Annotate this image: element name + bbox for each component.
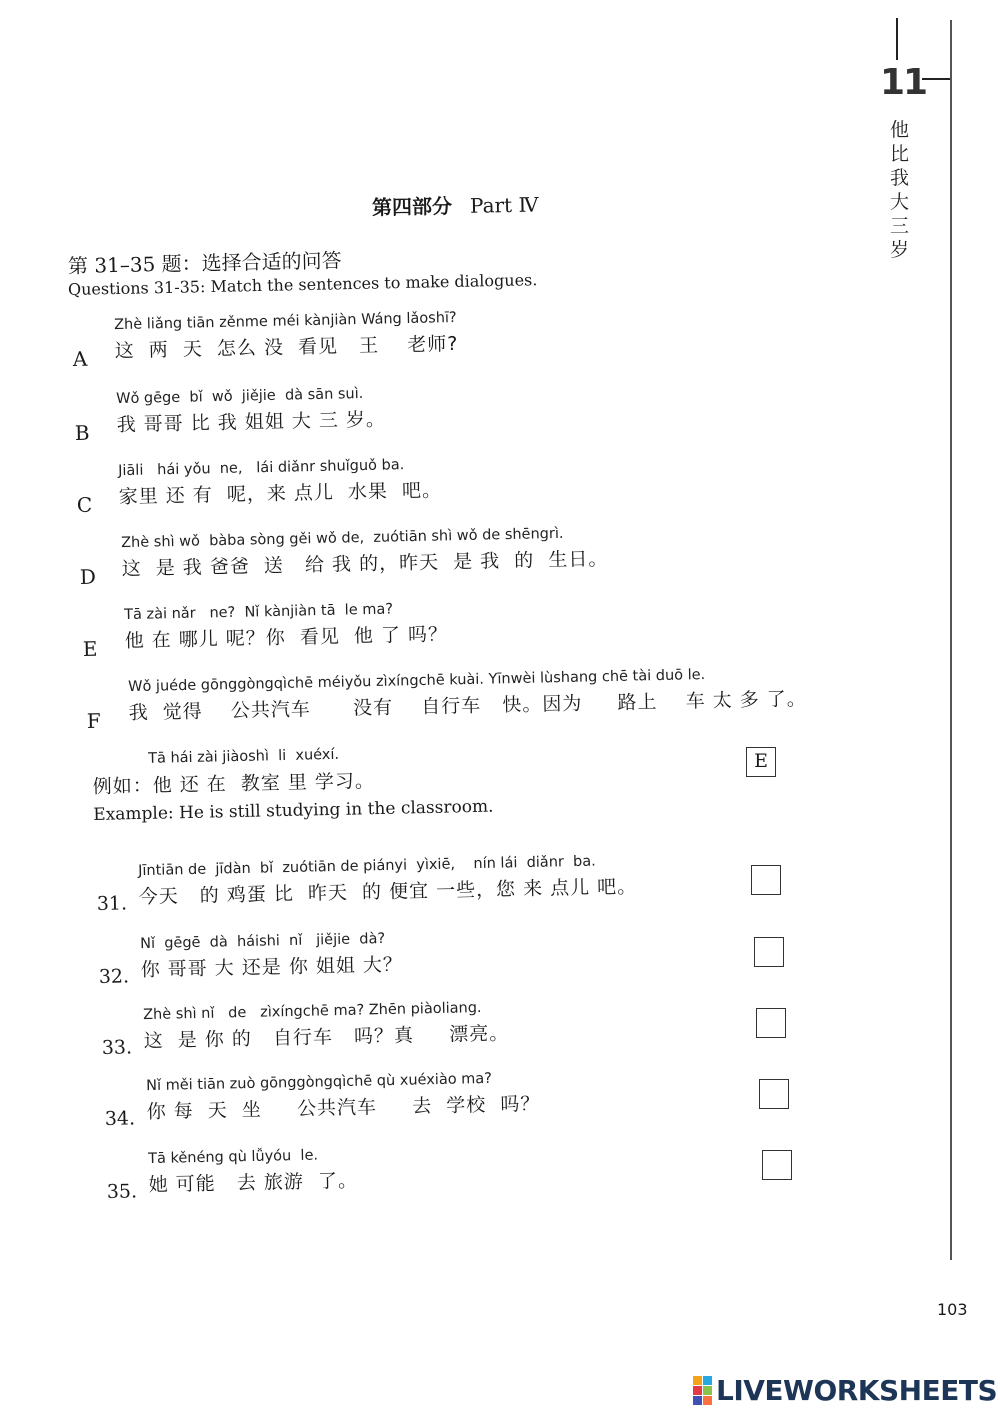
option-pinyin: Wǒ juéde gōnggòngqìchē méiyǒu zìxíngchē kuài. Yīnwèi lùshang chē tài duō le. <box>127 667 706 696</box>
question-31 <box>96 853 638 915</box>
example-english: Example: He is still studying in the classroom. <box>93 796 494 825</box>
lesson-title: 他比我大三岁 <box>890 119 910 261</box>
question-hanzi: 今天 的 鸡蛋 比 昨天 的 便宜 一些，您 来 点儿 吧。 <box>138 875 638 909</box>
option-e <box>82 600 449 661</box>
liveworksheets-text: LIVEWORKSHEETS <box>716 1374 998 1407</box>
question-pinyin: Jīntiān de jīdàn bǐ zuótiān de piányi yìxiē, nín lái diǎnr ba. <box>137 853 596 880</box>
option-pinyin: Jiāli hái yǒu ne, lái diǎnr shuǐguǒ ba. <box>117 457 405 480</box>
liveworksheets-logo-icon <box>693 1376 712 1405</box>
part-heading-en: Part Ⅳ <box>469 192 539 218</box>
option-label: B <box>74 420 90 445</box>
option-hanzi: 这 两 天 怎么 没 看见 王 老师? <box>114 332 459 363</box>
example-answer-box: E <box>746 747 776 777</box>
logo-cell <box>703 1376 712 1385</box>
instructions-en: Questions 31-35: Match the sentences to make dialogues. <box>67 270 538 299</box>
logo-cell <box>703 1386 712 1395</box>
question-35 <box>106 1147 359 1203</box>
option-pinyin: Wǒ gēge bǐ wǒ jiějie dà sān suì. <box>115 385 364 408</box>
question-32 <box>98 930 404 988</box>
option-label: D <box>79 564 97 589</box>
liveworksheets-branding <box>693 1374 997 1407</box>
option-hanzi: 我 觉得 公共汽车 没有 自行车 快。因为 路上 车 太 多 了。 <box>128 687 808 725</box>
question-pinyin: Tā kěnéng qù lǚyóu le. <box>147 1147 319 1168</box>
side-tab-divider <box>922 78 950 80</box>
answer-box-31[interactable] <box>751 865 781 895</box>
answer-box-32[interactable] <box>754 937 784 967</box>
option-label: E <box>82 636 98 661</box>
instructions-cn: 第 31–35 题：选择合适的问答 <box>67 248 342 278</box>
part-heading <box>372 189 539 221</box>
example-hanzi: 例如：他 还 在 教室 里 学习。 <box>92 770 376 798</box>
option-hanzi: 我 哥哥 比 我 姐姐 大 三 岁。 <box>116 408 387 437</box>
question-pinyin: Nǐ gēgē dà háishi nǐ jiějie dà? <box>139 930 386 953</box>
question-number: 35. <box>106 1180 138 1203</box>
logo-cell <box>693 1386 702 1395</box>
answer-box-33[interactable] <box>756 1008 786 1038</box>
option-a <box>72 309 459 371</box>
lesson-number: 11 <box>880 62 927 103</box>
example-pinyin: Tā hái zài jiàoshì li xuéxí. <box>147 746 340 767</box>
question-number: 34. <box>104 1107 136 1130</box>
option-label: C <box>76 492 93 517</box>
option-pinyin: Zhè liǎng tiān zěnme méi kànjiàn Wáng lǎoshī? <box>113 309 457 334</box>
option-label: F <box>86 708 101 733</box>
question-number: 33. <box>101 1036 133 1059</box>
question-number: 32. <box>98 965 130 988</box>
option-hanzi: 家里 还 有 呢，来 点儿 水果 吧。 <box>118 479 443 509</box>
question-pinyin: Zhè shì nǐ de zìxíngchē ma? Zhēn piàoliang. <box>142 1000 482 1024</box>
question-hanzi: 你 哥哥 大 还是 你 姐姐 大？ <box>140 953 404 982</box>
page-border-line <box>950 20 952 1260</box>
question-number: 31. <box>96 892 128 915</box>
logo-cell <box>693 1376 702 1385</box>
side-tab-top-line <box>896 18 898 60</box>
option-c <box>76 456 443 517</box>
option-hanzi: 他 在 哪儿 呢？你 看见 他 了 吗？ <box>124 623 449 653</box>
question-33 <box>101 999 510 1059</box>
question-pinyin: Nǐ měi tiān zuò gōnggòngqìchē qù xuéxiào ma? <box>145 1070 493 1095</box>
answer-box-34[interactable] <box>759 1079 789 1109</box>
example-block <box>92 744 494 825</box>
logo-cell <box>693 1396 702 1405</box>
question-34 <box>104 1070 541 1130</box>
option-label: A <box>72 346 88 371</box>
option-f <box>86 665 808 733</box>
option-pinyin: Zhè shì wǒ bàba sòng gěi wǒ de, zuótiān shì wǒ de shēngrì. <box>120 525 564 552</box>
option-pinyin: Tā zài nǎr ne? Nǐ kànjiàn tā le ma? <box>123 601 394 624</box>
question-hanzi: 她 可能 去 旅游 了。 <box>148 1169 359 1197</box>
option-b <box>74 385 387 445</box>
option-hanzi: 这 是 我 爸爸 送 给 我 的，昨天 是 我 的 生日。 <box>121 547 609 581</box>
question-hanzi: 你 每 天 坐 公共汽车 去 学校 吗？ <box>146 1092 541 1124</box>
page-number: 103 <box>937 1300 968 1319</box>
logo-cell <box>703 1396 712 1405</box>
answer-box-35[interactable] <box>762 1150 792 1180</box>
question-hanzi: 这 是 你 的 自行车 吗？真 漂亮。 <box>143 1022 510 1053</box>
option-d <box>79 525 609 589</box>
part-heading-cn: 第四部分 <box>371 194 453 220</box>
